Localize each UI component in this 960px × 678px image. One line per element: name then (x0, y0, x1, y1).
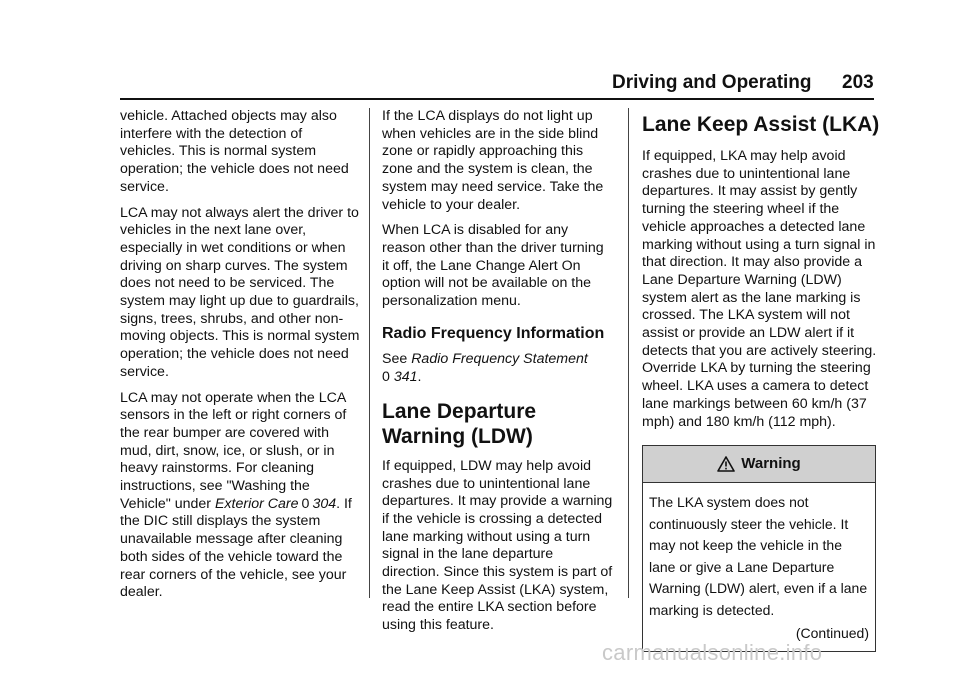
watermark: carmanualsonline.info (602, 640, 823, 665)
paragraph-text: LCA may not operate when the LCA sensors in the left or right corners of the rear bumper are covered with mud, dirt, snow, ice, or slush, or in heavy rainstorms. For cleaning instructions, see "Washing the Vehicle" under (120, 389, 347, 512)
paragraph-text: See (382, 351, 412, 368)
warning-header (643, 446, 875, 483)
paragraph: If the LCA displays do not light up when vehicles are in the side blind zone or rapidly approaching this zone and the system is clean, the system may need service. Take the vehicle to your dealer. (382, 108, 604, 213)
page-ref-number[interactable]: 341 (393, 369, 418, 386)
page-ref-number[interactable]: 304 (312, 495, 337, 512)
paragraph: LCA may not always alert the driver to vehicles in the next lane over, especially in wet conditions or when driving on sharp curves. The system does not need to be serviced. The system may light up due to guardrails, signs, trees, shrubs, and other non-moving objects. This is normal system operation; the vehicle does not need service. (120, 204, 360, 380)
column-2 (382, 108, 614, 643)
column-divider-1 (369, 108, 370, 598)
radio-frequency-heading: Radio Frequency Information (382, 324, 605, 342)
paragraph-text: . If the DIC still displays the system unavailable message after cleaning both sides of the vehicle toward the rear corners of the vehicle, see your dealer. (120, 495, 352, 601)
ldw-heading: Lane Departure Warning (LDW) (382, 399, 537, 448)
header-rule (120, 98, 874, 100)
warning-title: Warning (741, 455, 801, 473)
paragraph: vehicle. Attached objects may also interfere with the detection of vehicles. This is normal system operation; the vehicle does not need service. (120, 108, 349, 195)
paragraph: When LCA is disabled for any reason other than the driver turning it off, the Lane Change Alert On option will not be available on the personalization menu. (382, 222, 604, 310)
paragraph: If equipped, LKA may help avoid crashes due to unintentional lane departures. It may assist by gently turning the steering wheel if the vehicle approaches a detected lane marking without using a turn signal in that direction. It may also provide a Lane Departure Warning (LDW) system alert as the lane marking is crossed. The LKA system will not assist or provide an LDW alert if it detects that you are actively steering. Override LKA by turning the steering wheel. LKA uses a camera to detect lane markings between 60 km/h (37 mph) and 180 km/h (112 mph). (642, 148, 877, 430)
lka-heading: Lane Keep Assist (LKA) (642, 113, 880, 136)
warning-text: The LKA system does not continuously steer the vehicle. It may not keep the vehicle in the lane or give a Lane Departure Warning (LDW) alert, even if a lane marking is detected. (649, 494, 868, 618)
section-title: Driving and Operating (612, 72, 812, 93)
paragraph: If equipped, LDW may help avoid crashes due to unintentional lane departures. It may provide a warning if the vehicle is crossing a detected lane marking without using a turn signal in the lane departure direction. Since this system is part of the Lane Keep Assist (LKA) system, read the entire LKA section before using this feature. (382, 457, 613, 634)
column-3 (642, 108, 880, 652)
page-ref-arrow: 0 (382, 369, 390, 386)
page-ref-arrow: 0 (301, 495, 310, 512)
column-1 (120, 108, 360, 610)
column-divider-2 (628, 108, 629, 598)
warning-body (643, 483, 875, 651)
page-number: 203 (842, 72, 874, 93)
warning-triangle-icon (717, 456, 735, 472)
continued-label: (Continued) (795, 625, 869, 642)
cross-reference-link[interactable]: Radio Frequency Statement (411, 351, 588, 368)
cross-reference-link[interactable]: Exterior Care (214, 495, 299, 512)
paragraph-text: . (417, 369, 422, 386)
warning-box (642, 445, 876, 652)
paragraph (120, 390, 360, 602)
paragraph (382, 351, 614, 386)
